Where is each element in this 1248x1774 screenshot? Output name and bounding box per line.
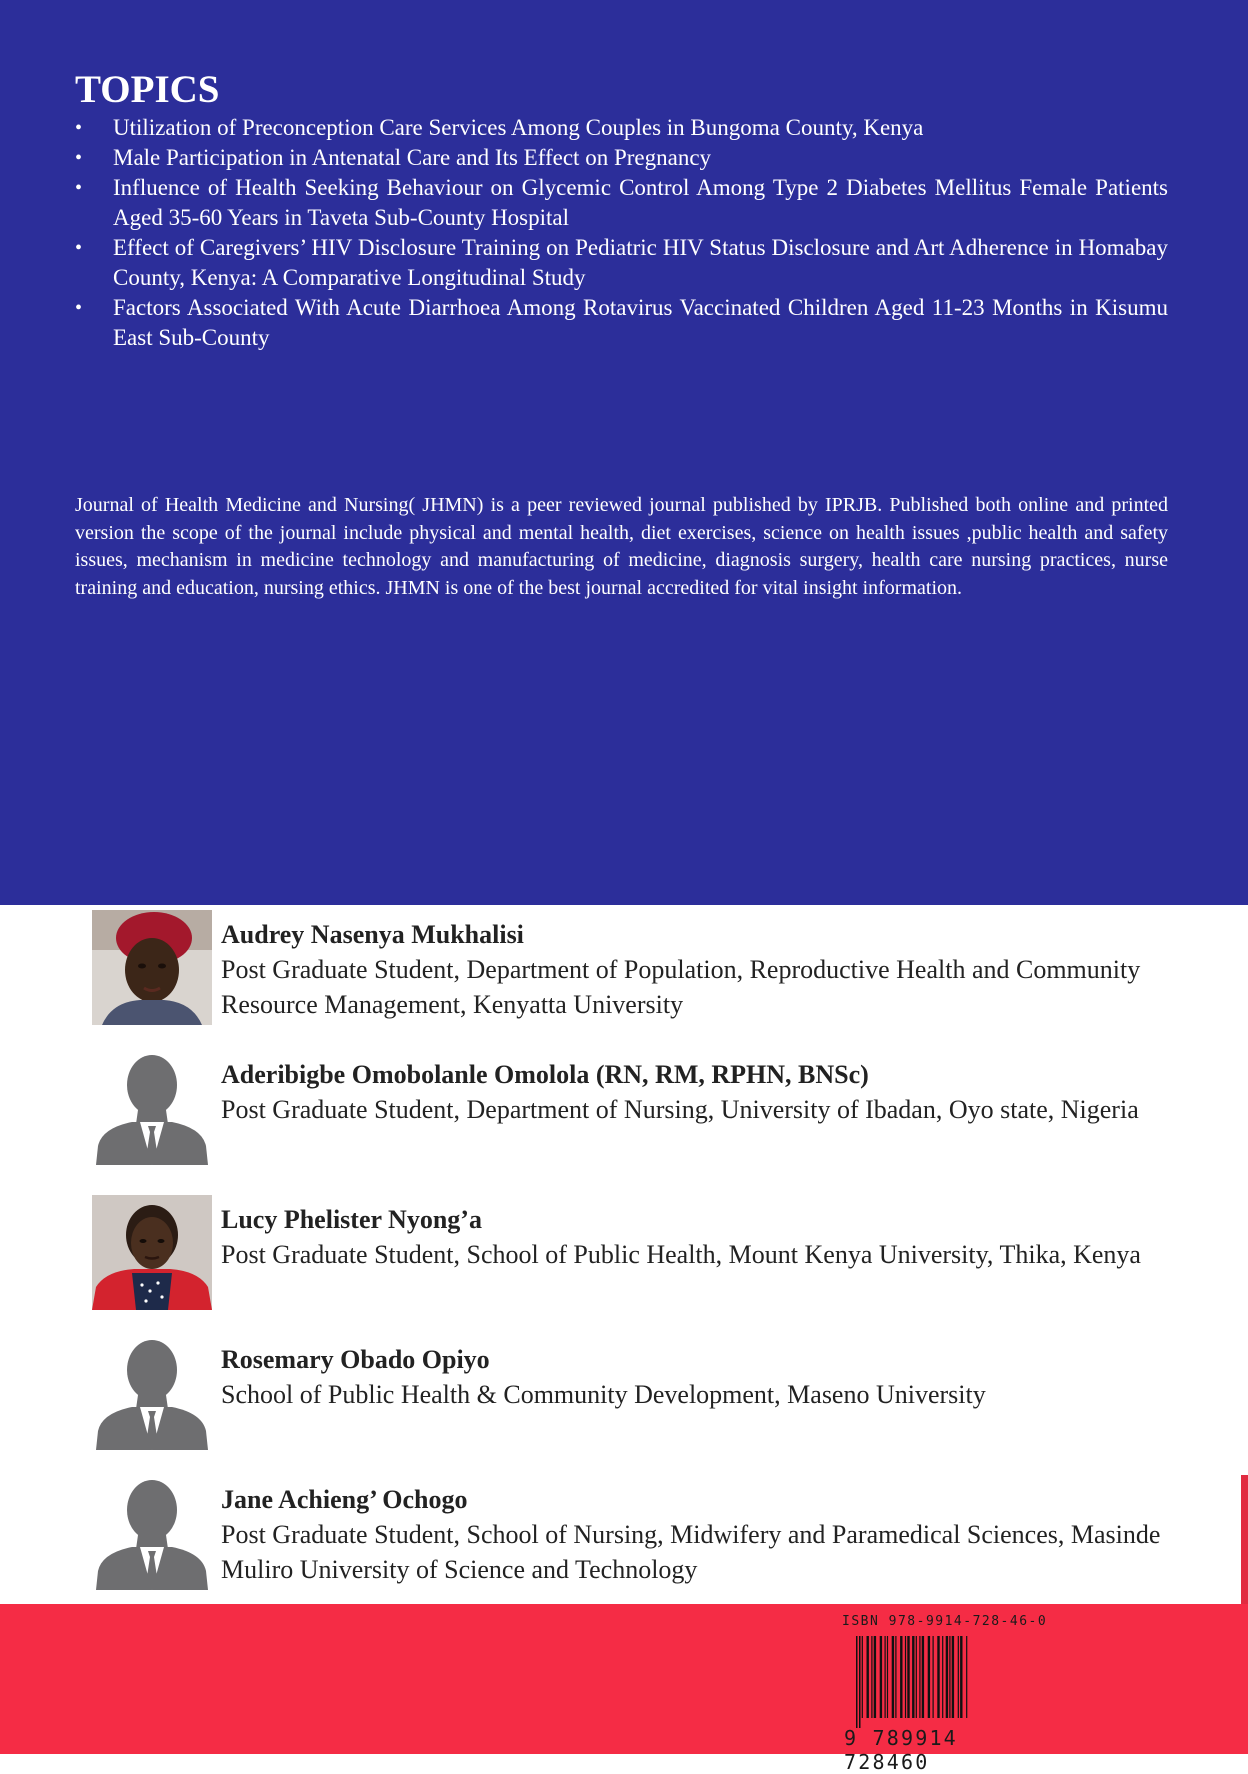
topic-item xyxy=(75,143,1168,173)
author-affiliation: Post Graduate Student, School of Nursing, Midwifery and Paramedical Sciences, Masinde Muliro University of Science and Technology xyxy=(221,1520,1161,1584)
topic-item xyxy=(75,293,1168,353)
author-name: Aderibigbe Omobolanle Omolola (RN, RM, RPHN, BNSc) xyxy=(221,1060,869,1089)
topic-text: Influence of Health Seeking Behaviour on Glycemic Control Among Type 2 Diabetes Mellitus Female Patients Aged 35-60 Years in Taveta Sub-County Hospital xyxy=(113,174,1168,230)
topic-text: Utilization of Preconception Care Services Among Couples in Bungoma County, Kenya xyxy=(113,114,924,140)
barcode-bar xyxy=(949,1636,950,1718)
barcode-bar xyxy=(933,1636,934,1718)
barcode-bar xyxy=(892,1636,894,1718)
barcode-bar xyxy=(952,1636,954,1718)
barcode-bar xyxy=(862,1636,863,1718)
author-card xyxy=(92,1335,1182,1455)
author-affiliation: School of Public Health & Community Development, Maseno University xyxy=(221,1380,986,1409)
barcode-bar xyxy=(874,1636,876,1718)
barcode-bar xyxy=(885,1636,886,1718)
barcode-bar xyxy=(887,1636,888,1718)
placeholder-silhouette-icon xyxy=(92,1050,212,1165)
barcode-bar xyxy=(912,1636,914,1718)
topic-text: Male Participation in Antenatal Care and Its Effect on Pregnancy xyxy=(113,144,712,170)
author-card xyxy=(92,1195,1182,1315)
author-text xyxy=(221,920,1191,1022)
bullet-icon: • xyxy=(75,116,83,139)
isbn-label: ISBN 978-9914-728-46-0 xyxy=(842,1614,1048,1629)
author-photo xyxy=(92,1050,212,1165)
topics-title: TOPICS xyxy=(75,68,220,111)
author-affiliation: Post Graduate Student, School of Public Health, Mount Kenya University, Thika, Kenya xyxy=(221,1240,1141,1269)
woman-portrait-icon xyxy=(92,1195,212,1310)
barcode-bar xyxy=(946,1636,948,1718)
barcode-bar xyxy=(966,1636,967,1718)
author-card xyxy=(92,1050,1182,1170)
topic-list xyxy=(75,113,1168,353)
topic-text: Factors Associated With Acute Diarrhoea Among Rotavirus Vaccinated Children Aged 11-23 Months in Kisumu East Sub-County xyxy=(113,294,1168,350)
isbn-barcode xyxy=(838,1614,1054,1774)
journal-description: Journal of Health Medicine and Nursing( JHMN) is a peer reviewed journal published by IPRJB. Published both online and printed version the scope of the journal include physical and mental health, diet exercises, science on health issues ,public health and safety issues, mechanism in medicine technology and manufacturing of medicine, diagnosis surgery, health care nursing practices, nurse training and education, nursing ethics. JHMN is one of the best journal accredited for vital insight information. xyxy=(75,494,1168,599)
placeholder-silhouette-icon xyxy=(92,1335,212,1450)
barcode-bar xyxy=(867,1636,869,1718)
barcode-bar xyxy=(900,1636,902,1718)
author-name: Jane Achieng’ Ochogo xyxy=(221,1485,468,1514)
bottom-band xyxy=(0,1604,1248,1754)
author-card xyxy=(92,1475,1182,1595)
barcode-bar xyxy=(895,1636,896,1718)
barcode-bar xyxy=(919,1636,920,1718)
author-photo xyxy=(92,1335,212,1450)
barcode-digits: 9 789914 728460 xyxy=(844,1726,958,1774)
barcode-bar xyxy=(922,1636,924,1718)
barcode-bar xyxy=(856,1636,858,1728)
bullet-icon: • xyxy=(75,296,83,319)
topic-text: Effect of Caregivers’ HIV Disclosure Training on Pediatric HIV Status Disclosure and Art Adherence in Homabay County, Kenya: A Comparative Longitudinal Study xyxy=(113,234,1168,290)
barcode-bar xyxy=(942,1636,943,1718)
author-text xyxy=(221,1345,1191,1412)
barcode-bar xyxy=(859,1636,861,1728)
bullet-icon: • xyxy=(75,236,83,259)
author-text xyxy=(221,1485,1191,1587)
author-name: Rosemary Obado Opiyo xyxy=(221,1345,490,1374)
barcode-bar xyxy=(871,1636,872,1718)
topic-item xyxy=(75,113,1168,143)
author-photo xyxy=(92,1195,212,1310)
author-text xyxy=(221,1060,1191,1127)
author-name: Lucy Phelister Nyong’a xyxy=(221,1205,482,1234)
author-photo xyxy=(92,910,212,1025)
woman-portrait-icon xyxy=(92,910,212,1025)
placeholder-silhouette-icon xyxy=(92,1475,212,1590)
author-photo xyxy=(92,1475,212,1590)
author-affiliation: Post Graduate Student, Department of Nursing, University of Ibadan, Oyo state, Nigeria xyxy=(221,1095,1139,1124)
barcode-bar xyxy=(928,1636,930,1718)
topic-item xyxy=(75,233,1168,293)
author-name: Audrey Nasenya Mukhalisi xyxy=(221,920,524,949)
author-affiliation: Post Graduate Student, Department of Population, Reproductive Health and Community Resource Management, Kenyatta University xyxy=(221,955,1141,1019)
barcode-bar xyxy=(905,1636,906,1718)
right-edge-strip xyxy=(1241,1475,1248,1605)
barcode-bar xyxy=(880,1636,882,1718)
author-text xyxy=(221,1205,1191,1272)
barcode-bar xyxy=(916,1636,917,1718)
topics-section xyxy=(75,70,1168,353)
barcode-bar xyxy=(958,1636,959,1718)
barcode-bar xyxy=(960,1636,962,1718)
bullet-icon: • xyxy=(75,176,83,199)
barcode-icon xyxy=(854,1636,1040,1728)
topic-item xyxy=(75,173,1168,233)
barcode-bar xyxy=(907,1636,909,1718)
author-card xyxy=(92,910,1182,1030)
barcode-bar xyxy=(937,1636,939,1718)
bullet-icon: • xyxy=(75,146,83,169)
